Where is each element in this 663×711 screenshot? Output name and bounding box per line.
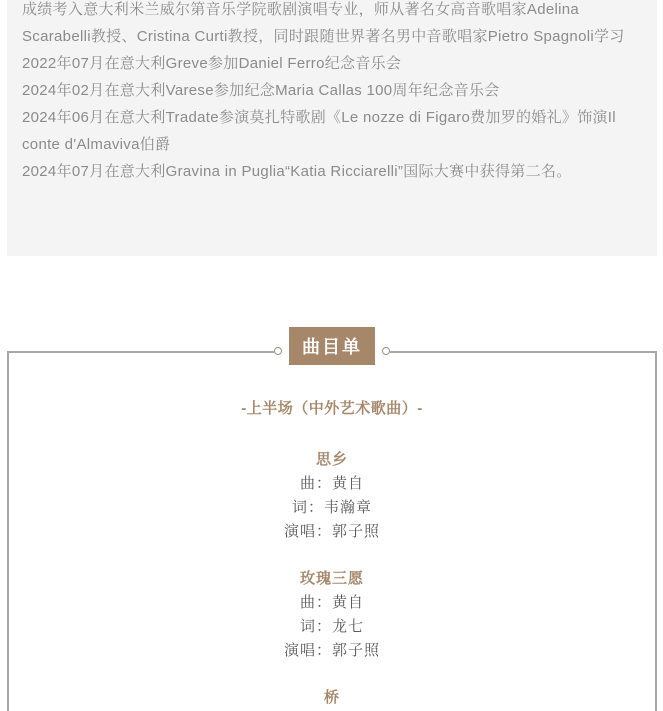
song-performer: 演唱：郭子照 [283, 642, 380, 659]
bio-paragraph-2024-06: 2024年06月在意大利Tradate参演莫扎特歌剧《Le nozze di Figaro费加罗的婚礼》饰演Il conte d'Almaviva伯爵 [22, 109, 616, 153]
left-ring-icon [274, 347, 282, 355]
program-title-label: 曲目单 [302, 337, 362, 357]
right-ring-icon [382, 347, 390, 355]
song-item [9, 686, 655, 710]
program-content [9, 398, 655, 710]
song-title: 玫瑰三愿 [299, 570, 364, 587]
program-section [7, 337, 657, 711]
song-item [9, 567, 655, 663]
song-item [9, 448, 655, 544]
song-lyricist: 词：龙七 [299, 618, 364, 635]
program-title-badge [289, 327, 375, 365]
song-lyricist: 词：韦瀚章 [291, 499, 372, 516]
bio-paragraph-2024-07: 2024年07月在意大利Gravina in Puglia“Katia Ricciarelli”国际大赛中获得第二名。 [22, 163, 572, 180]
bio-paragraph-2024-02: 2024年02月在意大利Varese参加纪念Maria Callas 100周年纪念音乐会 [22, 82, 500, 99]
song-performer: 演唱：郭子照 [283, 523, 380, 540]
first-half-section-label: -上半场（中外艺术歌曲）- [241, 400, 423, 417]
song-title: 桥 [323, 689, 340, 706]
song-composer: 曲：黄自 [299, 594, 364, 611]
artist-bio-panel [7, 0, 657, 256]
song-composer: 曲：黄自 [299, 475, 364, 492]
bio-paragraph-education: 成绩考入意大利米兰威尔第音乐学院歌剧演唱专业，师从著名女高音歌唱家Adelina Scarabelli教授、Cristina Curti教授，同时跟随世界著名男中音歌唱家Pietro Spagnoli学习 [22, 1, 625, 45]
bio-paragraph-2022-07: 2022年07月在意大利Greve参加Daniel Ferro纪念音乐会 [22, 55, 402, 72]
song-title: 思乡 [315, 451, 348, 468]
program-badge-row [274, 327, 390, 365]
